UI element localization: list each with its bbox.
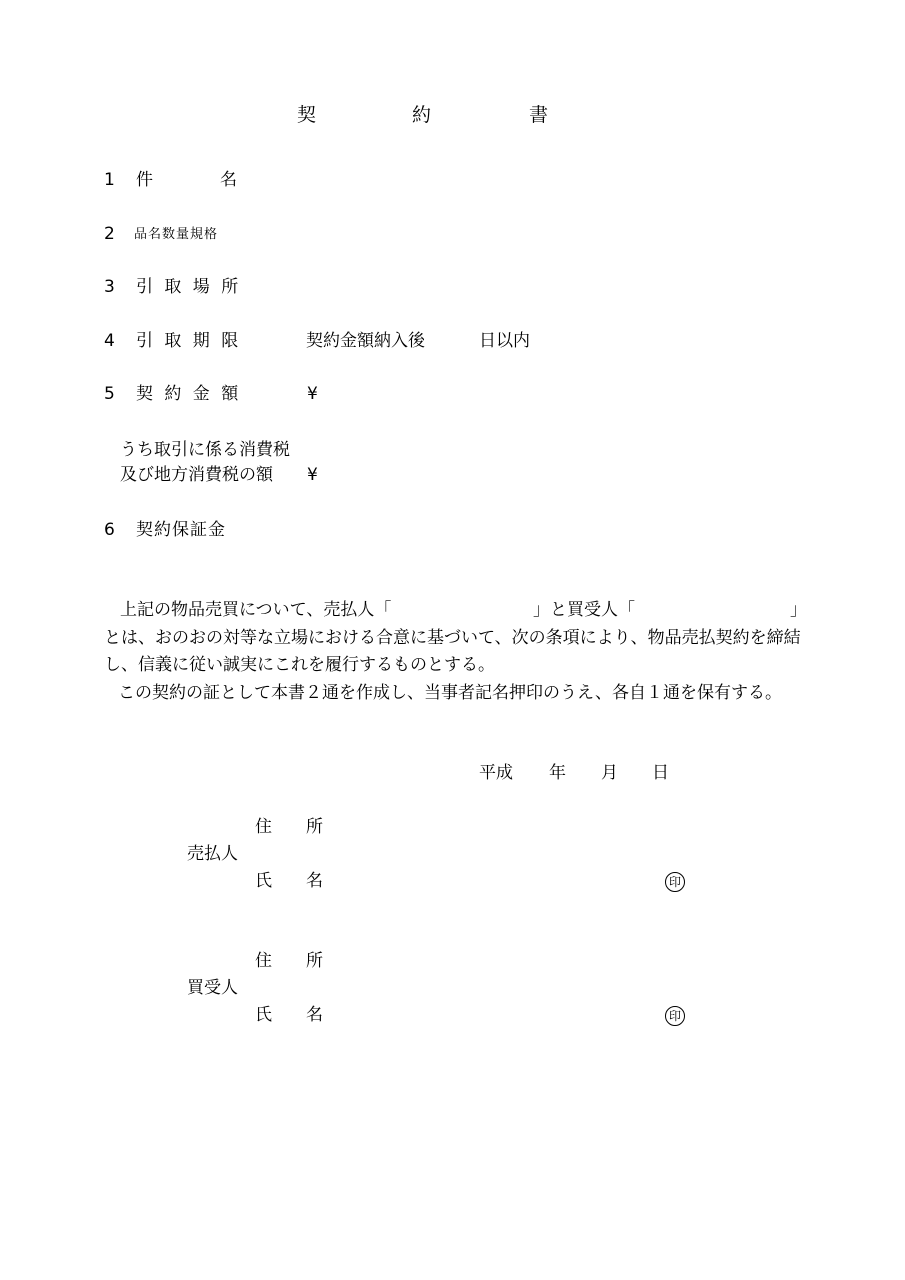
date-year: 年 — [549, 763, 566, 783]
body-line-1a: 上記の物品売買について、売払人「 — [120, 600, 392, 620]
body-line-3: し、信義に従い誠実にこれを履行するものとする。 — [104, 655, 495, 675]
seller-address-label-a: 住 — [255, 817, 272, 837]
body-line-4: この契約の証として本書２通を作成し、当事者記名押印のうえ、各自１通を保有する。 — [118, 683, 783, 703]
date-day: 日 — [652, 763, 669, 783]
seller-address-label-b: 所 — [306, 817, 323, 837]
item-2-label: 品名数量規格 — [134, 227, 219, 242]
body-line-1c: 」 — [790, 600, 807, 620]
date-era: 平成 — [479, 763, 513, 783]
item-2-number: 2 — [104, 224, 115, 244]
item-5-value: ¥ — [307, 384, 318, 404]
buyer-address-label-a: 住 — [255, 951, 272, 971]
seller-seal-icon: 印 — [665, 872, 685, 892]
buyer-seal-icon: 印 — [665, 1006, 685, 1026]
seller-name-label-a: 氏 — [255, 871, 272, 891]
tax-value: ¥ — [307, 465, 318, 485]
item-4-value-a: 契約金額納入後 — [306, 331, 425, 351]
seller-role: 売払人 — [187, 844, 238, 864]
tax-line-1: うち取引に係る消費税 — [120, 440, 290, 460]
item-6-label: 契約保証金 — [136, 520, 226, 540]
body-line-2: とは、おのおの対等な立場における合意に基づいて、次の条項により、物品売払契約を締結 — [104, 628, 801, 648]
title-char-2: 約 — [412, 104, 432, 126]
item-1-label-b: 名 — [220, 170, 237, 190]
item-4-label: 引 取 期 限 — [136, 331, 242, 351]
body-line-1b: 」と買受人「 — [533, 600, 635, 620]
buyer-name-label-b: 名 — [306, 1005, 323, 1025]
item-1-number: 1 — [104, 170, 115, 190]
title-char-3: 書 — [529, 104, 549, 126]
title-char-1: 契 — [297, 104, 317, 126]
item-5-number: 5 — [104, 384, 115, 404]
item-3-label: 引 取 場 所 — [136, 277, 242, 297]
seller-name-label-b: 名 — [306, 871, 323, 891]
tax-line-2: 及び地方消費税の額 — [120, 465, 273, 485]
date-month: 月 — [601, 763, 618, 783]
item-1-label-a: 件 — [136, 170, 153, 190]
buyer-name-label-a: 氏 — [255, 1005, 272, 1025]
item-4-value-b: 日以内 — [479, 331, 530, 351]
buyer-role: 買受人 — [187, 978, 238, 998]
item-3-number: 3 — [104, 277, 115, 297]
item-6-number: 6 — [104, 520, 115, 540]
buyer-address-label-b: 所 — [306, 951, 323, 971]
item-4-number: 4 — [104, 331, 115, 351]
item-5-label: 契 約 金 額 — [136, 384, 242, 404]
